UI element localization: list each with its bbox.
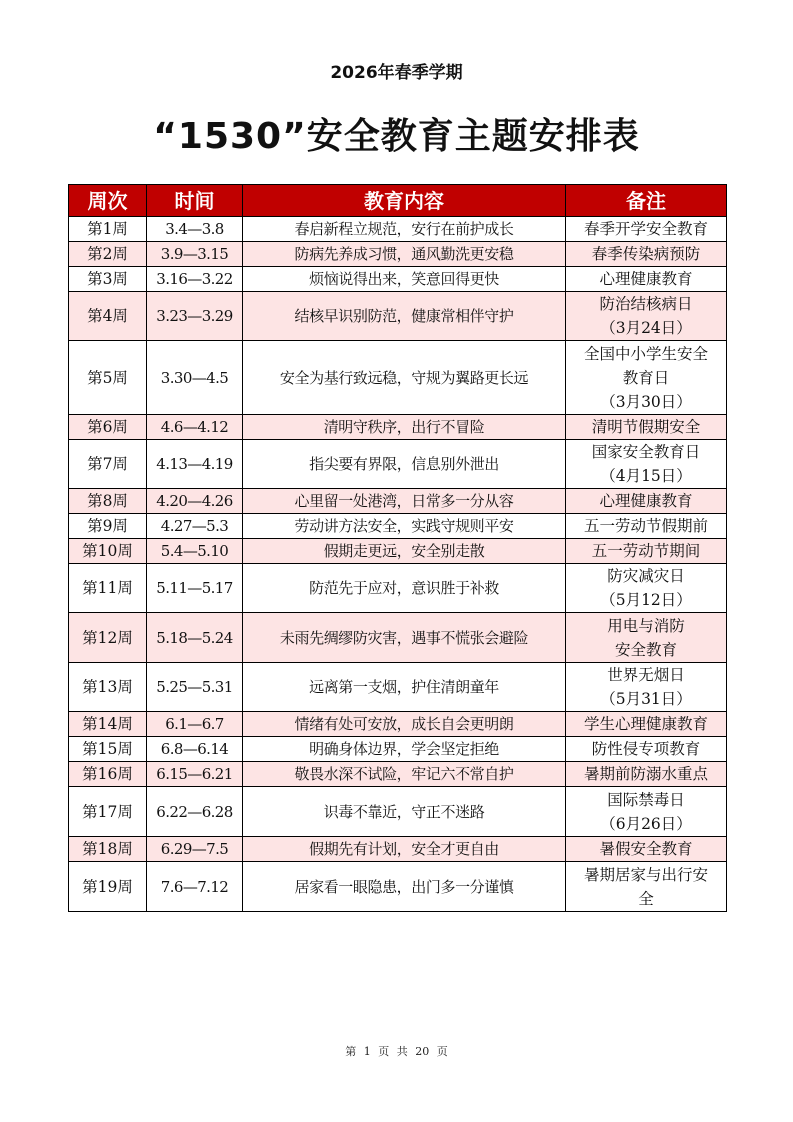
content-cell: 明确身体边界，学会坚定拒绝 (243, 737, 566, 762)
table-row (69, 762, 727, 787)
content-cell: 未雨先绸缪防灾害，遇事不慌张会避险 (243, 613, 566, 663)
table-row (69, 663, 727, 712)
note-line: 暑期居家与出行安 (583, 865, 708, 884)
content-cell: 心里留一处港湾，日常多一分从容 (243, 489, 566, 514)
table-row (69, 440, 727, 489)
content-cell: 远离第一支烟，护住清朗童年 (243, 663, 566, 712)
note-line: 教育日 (622, 368, 670, 387)
table-row (69, 862, 727, 912)
content-cell: 劳动讲方法安全，实践守规则平安 (243, 514, 566, 539)
header-note: 备注 (566, 185, 727, 217)
content-cell: 春启新程立规范，安行在前护成长 (243, 217, 566, 242)
content-cell: 清明守秩序，出行不冒险 (243, 415, 566, 440)
note-line: （3月24日） (600, 319, 692, 337)
table-row (69, 217, 727, 242)
header-week: 周次 (69, 185, 147, 217)
table-row (69, 341, 727, 415)
date-cell: 5.25—5.31 (147, 663, 243, 712)
note-line: （5月31日） (600, 690, 692, 708)
week-cell: 第8周 (69, 489, 147, 514)
note-cell (566, 787, 727, 837)
note-cell (566, 415, 727, 440)
date-cell: 6.8—6.14 (147, 737, 243, 762)
date-cell: 3.4—3.8 (147, 217, 243, 242)
note-cell (566, 341, 727, 415)
content-cell: 假期走更远，安全别走散 (243, 539, 566, 564)
table-row (69, 837, 727, 862)
week-cell: 第11周 (69, 564, 147, 613)
week-cell: 第18周 (69, 837, 147, 862)
note-line: 心理健康教育 (599, 270, 693, 288)
content-cell: 居家看一眼隐患，出门多一分谨慎 (243, 862, 566, 912)
content-cell: 结核早识别防范，健康常相伴守护 (243, 292, 566, 341)
note-cell (566, 613, 727, 663)
note-line: 清明节假期安全 (591, 418, 701, 436)
week-cell: 第7周 (69, 440, 147, 489)
content-cell: 情绪有处可安放，成长自会更明朗 (243, 712, 566, 737)
table-body (69, 217, 727, 912)
table-row (69, 267, 727, 292)
note-line: 国际禁毒日 (607, 790, 685, 809)
week-cell: 第16周 (69, 762, 147, 787)
note-line: 世界无烟日 (607, 666, 685, 684)
table-header-row (69, 185, 727, 217)
page-title: “1530”安全教育主题安排表 (153, 116, 640, 157)
note-line: 暑期前防溺水重点 (583, 765, 708, 783)
note-line: 全国中小学生安全 (583, 344, 708, 363)
note-line: 全 (638, 889, 654, 908)
table-row (69, 712, 727, 737)
note-line: 学生心理健康教育 (583, 715, 708, 733)
table-row (69, 787, 727, 837)
date-cell: 6.1—6.7 (147, 712, 243, 737)
content-cell: 烦恼说得出来，笑意回得更快 (243, 267, 566, 292)
note-line: （4月15日） (600, 467, 692, 485)
note-cell (566, 242, 727, 267)
week-cell: 第13周 (69, 663, 147, 712)
content-cell: 防病先养成习惯，通风勤洗更安稳 (243, 242, 566, 267)
note-line: 春季开学安全教育 (583, 220, 708, 238)
table-row (69, 415, 727, 440)
date-cell: 4.6—4.12 (147, 415, 243, 440)
week-cell: 第17周 (69, 787, 147, 837)
note-line: 五一劳动节假期前 (583, 517, 708, 535)
page-number: 第 1 页 共 20 页 (345, 1045, 448, 1058)
week-cell: 第14周 (69, 712, 147, 737)
note-line: 防灾减灾日 (607, 567, 685, 585)
table-row (69, 737, 727, 762)
note-line: 安全教育 (614, 640, 677, 659)
note-cell (566, 564, 727, 613)
week-cell: 第10周 (69, 539, 147, 564)
note-cell (566, 440, 727, 489)
week-cell: 第19周 (69, 862, 147, 912)
note-line: 暑假安全教育 (599, 840, 693, 858)
note-cell (566, 489, 727, 514)
content-cell: 指尖要有界限，信息别外泄出 (243, 440, 566, 489)
note-line: 防治结核病日 (599, 295, 693, 313)
date-cell: 4.20—4.26 (147, 489, 243, 514)
week-cell: 第1周 (69, 217, 147, 242)
note-line: 用电与消防 (607, 616, 685, 635)
week-cell: 第6周 (69, 415, 147, 440)
note-line: 心理健康教育 (599, 492, 693, 510)
date-cell: 3.9—3.15 (147, 242, 243, 267)
note-cell (566, 737, 727, 762)
note-line: （3月30日） (600, 392, 692, 411)
week-cell: 第12周 (69, 613, 147, 663)
date-cell: 3.16—3.22 (147, 267, 243, 292)
table-row (69, 489, 727, 514)
week-cell: 第15周 (69, 737, 147, 762)
date-cell: 5.11—5.17 (147, 564, 243, 613)
note-line: （6月26日） (600, 814, 692, 833)
date-cell: 5.4—5.10 (147, 539, 243, 564)
date-cell: 6.15—6.21 (147, 762, 243, 787)
date-cell: 5.18—5.24 (147, 613, 243, 663)
table-row (69, 292, 727, 341)
note-cell (566, 539, 727, 564)
note-cell (566, 837, 727, 862)
content-cell: 识毒不靠近，守正不迷路 (243, 787, 566, 837)
date-cell: 6.22—6.28 (147, 787, 243, 837)
note-line: （5月12日） (600, 591, 692, 609)
week-cell: 第4周 (69, 292, 147, 341)
week-cell: 第5周 (69, 341, 147, 415)
note-cell (566, 514, 727, 539)
content-cell: 防范先于应对，意识胜于补救 (243, 564, 566, 613)
note-cell (566, 217, 727, 242)
note-cell (566, 292, 727, 341)
table-row (69, 242, 727, 267)
date-cell: 7.6—7.12 (147, 862, 243, 912)
note-cell (566, 762, 727, 787)
note-line: 五一劳动节期间 (591, 542, 701, 560)
note-cell (566, 663, 727, 712)
table-row (69, 613, 727, 663)
schedule-table (68, 184, 727, 912)
week-cell: 第9周 (69, 514, 147, 539)
header-date: 时间 (147, 185, 243, 217)
note-cell (566, 267, 727, 292)
week-cell: 第2周 (69, 242, 147, 267)
content-cell: 安全为基行致远稳，守规为翼路更长远 (243, 341, 566, 415)
table-row (69, 564, 727, 613)
table-row (69, 514, 727, 539)
semester-subtitle: 2026年春季学期 (330, 63, 463, 83)
date-cell: 4.27—5.3 (147, 514, 243, 539)
content-cell: 敬畏水深不试险，牢记六不常自护 (243, 762, 566, 787)
header-content: 教育内容 (243, 185, 566, 217)
date-cell: 3.30—4.5 (147, 341, 243, 415)
week-cell: 第3周 (69, 267, 147, 292)
date-cell: 3.23—3.29 (147, 292, 243, 341)
note-cell (566, 862, 727, 912)
note-line: 防性侵专项教育 (591, 740, 701, 758)
table-row (69, 539, 727, 564)
note-cell (566, 712, 727, 737)
content-cell: 假期先有计划，安全才更自由 (243, 837, 566, 862)
date-cell: 4.13—4.19 (147, 440, 243, 489)
date-cell: 6.29—7.5 (147, 837, 243, 862)
note-line: 春季传染病预防 (591, 245, 701, 263)
note-line: 国家安全教育日 (591, 443, 701, 461)
